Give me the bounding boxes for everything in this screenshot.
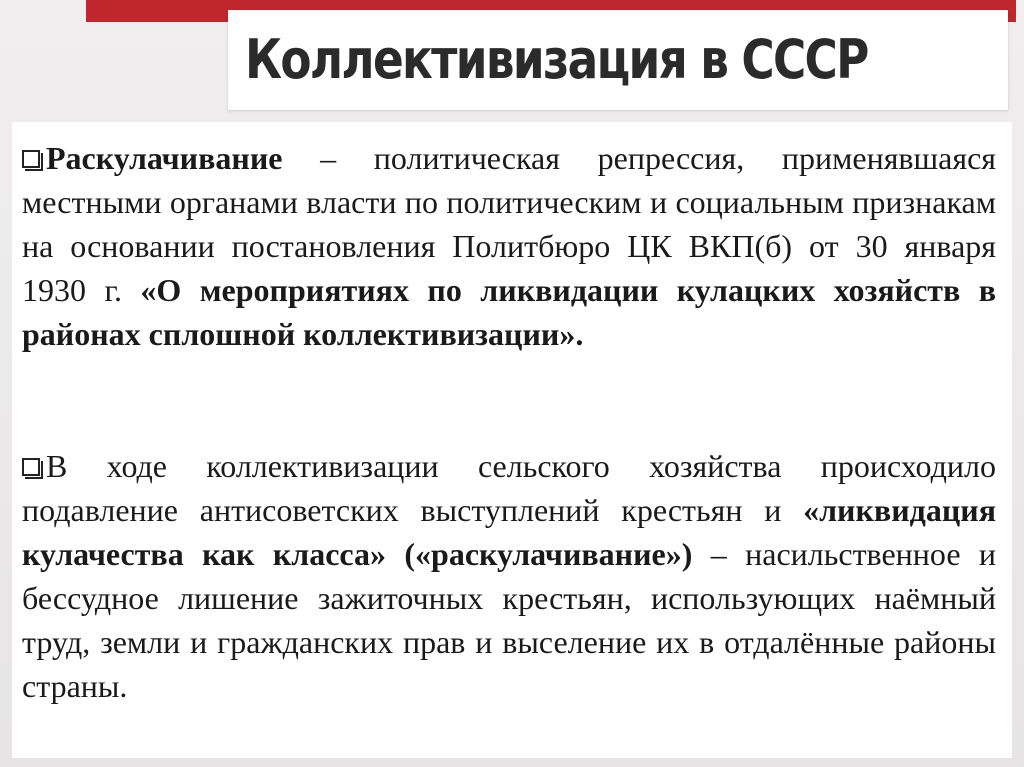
- definition-dash: –: [282, 140, 374, 176]
- square-bullet-icon: [22, 150, 40, 168]
- liquidation-quote: «ликвидация кулачества как класса» («раскулачивание»): [22, 492, 996, 572]
- square-bullet-icon: [22, 458, 40, 476]
- collectivization-rest: – насильственное и бессудное лишение зажиточных крестьян, использующих наёмный труд, земли и гражданских прав и выселение их в отдалённые районы страны.: [22, 536, 997, 704]
- paragraph-dekulakization: [22, 136, 996, 356]
- definition-text: политическая репрессия, применявшаяся местными органами власти по политическим и социальным признакам на основании постановления Политбюро ЦК ВКП(б) от 30 января 1930 г.: [22, 140, 997, 308]
- term-dekulakization: Раскулачивание: [46, 140, 283, 176]
- paragraph-collectivization: [22, 444, 996, 708]
- page-title: Коллективизация в СССР: [245, 28, 868, 91]
- decree-title: «О мероприятиях по ликвидации кулацких хозяйств в районах сплошной коллективизации».: [22, 272, 997, 352]
- collectivization-intro: В ходе коллективизации сельского хозяйства происходило подавление антисоветских выступлений крестьян и: [22, 448, 996, 528]
